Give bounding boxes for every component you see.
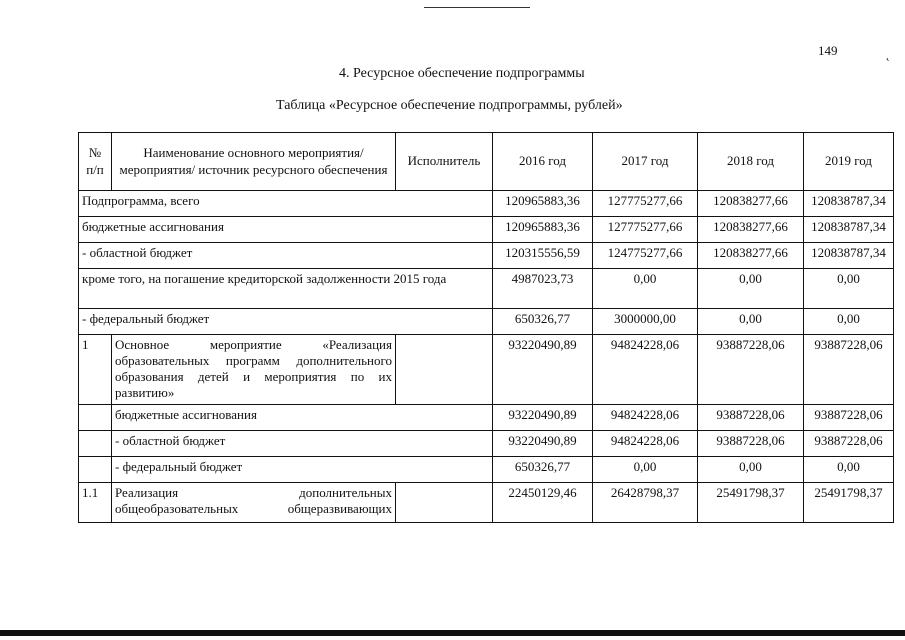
- value-2019: 93887228,06: [804, 405, 894, 431]
- header-row: [79, 133, 894, 191]
- value-2017: 127775277,66: [593, 191, 698, 217]
- table-row: [79, 405, 894, 431]
- row-num: [79, 457, 112, 483]
- table-row: [79, 483, 894, 523]
- table-row: [79, 335, 894, 405]
- row-name: - областной бюджет: [112, 431, 493, 457]
- margin-mark: ˛: [886, 47, 890, 61]
- value-2017: 0,00: [593, 457, 698, 483]
- value-2019: 120838787,34: [804, 217, 894, 243]
- value-2018: 0,00: [698, 309, 804, 335]
- value-2016: 650326,77: [493, 309, 593, 335]
- table-row: [79, 217, 894, 243]
- row-name: - областной бюджет: [79, 243, 493, 269]
- value-2017: 94824228,06: [593, 405, 698, 431]
- value-2019: 25491798,37: [804, 483, 894, 523]
- row-executor: [396, 483, 493, 523]
- header-2016: 2016 год: [493, 133, 593, 191]
- value-2016: 93220490,89: [493, 405, 593, 431]
- scan-edge: [0, 630, 905, 636]
- value-2017: 94824228,06: [593, 431, 698, 457]
- value-2018: 25491798,37: [698, 483, 804, 523]
- value-2019: 0,00: [804, 309, 894, 335]
- value-2018: 93887228,06: [698, 431, 804, 457]
- header-2017: 2017 год: [593, 133, 698, 191]
- row-num: [79, 431, 112, 457]
- header-name: Наименование основного мероприятия/мероприятия/ источник ресурсного обеспечения: [112, 133, 396, 191]
- row-name: Реализация дополнительных общеобразовательных общеразвивающих: [112, 483, 396, 523]
- value-2016: 120315556,59: [493, 243, 593, 269]
- row-num: [79, 405, 112, 431]
- page-number: 149: [818, 43, 838, 58]
- row-name: Подпрограмма, всего: [79, 191, 493, 217]
- value-2019: 120838787,34: [804, 243, 894, 269]
- header-num: № п/п: [79, 133, 112, 191]
- row-num: 1.1: [79, 483, 112, 523]
- row-name: - федеральный бюджет: [112, 457, 493, 483]
- header-2019: 2019 год: [804, 133, 894, 191]
- value-2019: 0,00: [804, 457, 894, 483]
- table-row: [79, 243, 894, 269]
- table-row: [79, 457, 894, 483]
- header-executor: Исполнитель: [396, 133, 493, 191]
- value-2018: 120838277,66: [698, 243, 804, 269]
- table-row: [79, 431, 894, 457]
- value-2017: 26428798,37: [593, 483, 698, 523]
- value-2017: 3000000,00: [593, 309, 698, 335]
- table-row: [79, 191, 894, 217]
- header-2018: 2018 год: [698, 133, 804, 191]
- value-2016: 650326,77: [493, 457, 593, 483]
- value-2016: 120965883,36: [493, 191, 593, 217]
- value-2016: 93220490,89: [493, 335, 593, 405]
- table-row: [79, 269, 894, 309]
- row-name: кроме того, на погашение кредиторской задолженности 2015 года: [79, 269, 493, 309]
- value-2019: 120838787,34: [804, 191, 894, 217]
- table-row: [79, 309, 894, 335]
- row-executor: [396, 335, 493, 405]
- value-2017: 124775277,66: [593, 243, 698, 269]
- value-2016: 22450129,46: [493, 483, 593, 523]
- value-2017: 127775277,66: [593, 217, 698, 243]
- value-2017: 0,00: [593, 269, 698, 309]
- value-2019: 0,00: [804, 269, 894, 309]
- value-2018: 0,00: [698, 269, 804, 309]
- top-rule: [424, 7, 530, 8]
- row-name: - федеральный бюджет: [79, 309, 493, 335]
- value-2016: 120965883,36: [493, 217, 593, 243]
- section-heading: 4. Ресурсное обеспечение подпрограммы: [339, 66, 585, 81]
- row-name: Основное мероприятие «Реализация образовательных программ дополнительного образования детей и мероприятия по их развитию»: [112, 335, 396, 405]
- value-2019: 93887228,06: [804, 335, 894, 405]
- value-2018: 93887228,06: [698, 405, 804, 431]
- value-2018: 0,00: [698, 457, 804, 483]
- value-2016: 93220490,89: [493, 431, 593, 457]
- row-name: бюджетные ассигнования: [79, 217, 493, 243]
- value-2016: 4987023,73: [493, 269, 593, 309]
- value-2018: 120838277,66: [698, 191, 804, 217]
- value-2019: 93887228,06: [804, 431, 894, 457]
- value-2018: 120838277,66: [698, 217, 804, 243]
- value-2018: 93887228,06: [698, 335, 804, 405]
- row-num: 1: [79, 335, 112, 405]
- value-2017: 94824228,06: [593, 335, 698, 405]
- table-caption: Таблица «Ресурсное обеспечение подпрограммы, рублей»: [276, 98, 623, 113]
- resource-table: [78, 132, 894, 523]
- row-name: бюджетные ассигнования: [112, 405, 493, 431]
